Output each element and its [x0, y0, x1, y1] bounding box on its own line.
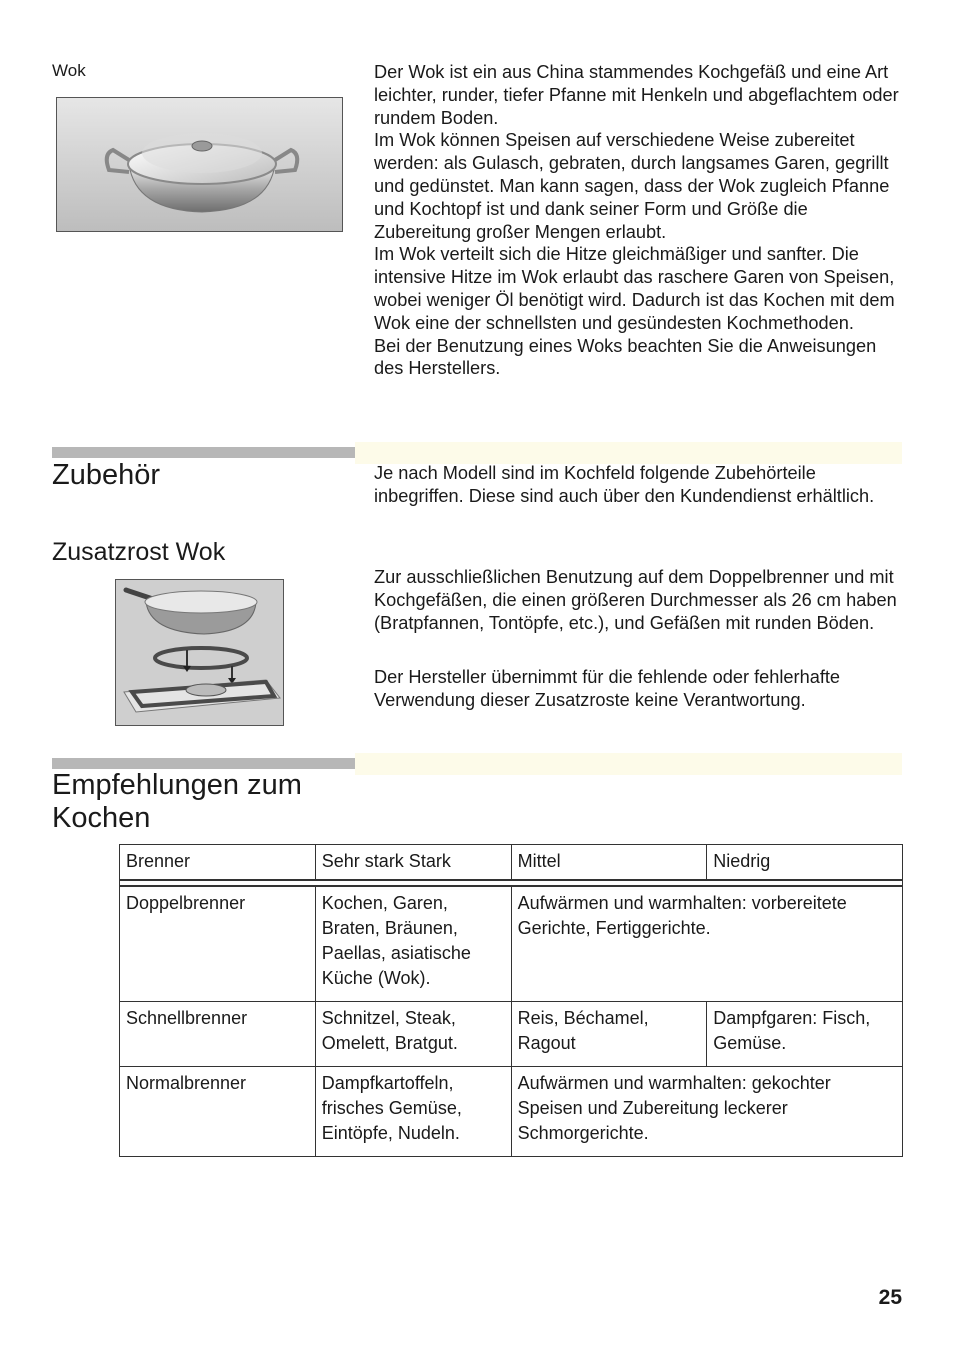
table-header-cell: Niedrig: [707, 845, 903, 881]
wok-caption: Wok: [52, 61, 86, 80]
wok-illustration: [57, 98, 342, 231]
wok-paragraph: Im Wok verteilt sich die Hitze gleichmäßiger und sanfter. Die intensive Hitze im Wok erlaubt das raschere Garen von Speisen, wobei weniger Öl benötigt wird. Dadurch ist das Kochen mit dem Wok eine der schnellsten und gesündesten Kochmethoden.: [374, 244, 895, 333]
table-row: [120, 886, 903, 1002]
table-cell-brenner: Schnellbrenner: [120, 1002, 316, 1067]
wok-grate-illustration: [116, 580, 283, 725]
table-header-cell: Brenner: [120, 845, 316, 881]
zusatzrost-image: [115, 579, 284, 726]
wok-paragraph: Im Wok können Speisen auf verschiedene Weise zubereitet werden: als Gulasch, gebraten, durch langsames Garen, gegrillt und gedünstet. Man kann sagen, dass der Wok zugleich Pfanne und Kochtopf ist und dank seiner Form und Größe die Zubereitung großer Mengen erlaubt.: [374, 130, 890, 242]
table-cell-brenner: Normalbrenner: [120, 1067, 316, 1157]
section-bar: [52, 758, 355, 769]
table-cell-mittel: Reis, Béchamel, Ragout: [511, 1002, 707, 1067]
table-header-cell: Mittel: [511, 845, 707, 881]
table-row: [120, 1002, 903, 1067]
section-bar-highlight: [355, 442, 902, 464]
table-cell-stark: Schnitzel, Steak, Omelett, Bratgut.: [315, 1002, 511, 1067]
subheading-zusatzrost-wok: Zusatzrost Wok: [52, 538, 226, 566]
cooking-recommendations-table: [119, 844, 903, 1157]
wok-description: [374, 61, 904, 380]
table-row: [120, 1067, 903, 1157]
section-heading-empfehlungen: Empfehlungen zum Kochen: [52, 769, 302, 834]
zusatzrost-disclaimer: Der Hersteller übernimmt für die fehlende oder fehlerhafte Verwendung dieser Zusatzroste keine Verantwortung.: [374, 667, 841, 710]
table-cell-mittel-niedrig: Aufwärmen und warmhalten: gekochter Speisen und Zubereitung leckerer Schmorgerichte.: [511, 1067, 902, 1157]
table-cell-stark: Kochen, Garen, Braten, Bräunen, Paellas, asiatische Küche (Wok).: [315, 886, 511, 1002]
table-header-row: [120, 845, 903, 881]
table-header-cell: Sehr stark Stark: [315, 845, 511, 881]
zusatzrost-description: Zur ausschließlichen Benutzung auf dem Doppelbrenner und mit Kochgefäßen, die einen größeren Durchmesser als 26 cm haben (Bratpfannen, Tontöpfe, etc.), und Gefäßen mit runden Böden.: [374, 567, 897, 633]
wok-paragraph: Bei der Benutzung eines Woks beachten Sie die Anweisungen des Herstellers.: [374, 335, 877, 379]
page-number: 25: [878, 1286, 902, 1309]
section-bar: [52, 447, 355, 458]
table-cell-stark: Dampfkartoffeln, frisches Gemüse, Eintöpfe, Nudeln.: [315, 1067, 511, 1157]
table-cell-mittel-niedrig: Aufwärmen und warmhalten: vorbereitete Gerichte, Fertiggerichte.: [511, 886, 902, 1002]
zubehoer-intro: Je nach Modell sind im Kochfeld folgende Zubehörteile inbegriffen. Diese sind auch über den Kundendienst erhältlich.: [374, 463, 875, 506]
table-cell-niedrig: Dampfgaren: Fisch, Gemüse.: [707, 1002, 903, 1067]
wok-paragraph: Der Wok ist ein aus China stammendes Kochgefäß und eine Art leichter, runder, tiefer Pfanne mit Henkeln und abgeflachtem oder rundem Boden.: [374, 62, 899, 128]
table-cell-brenner: Doppelbrenner: [120, 886, 316, 1002]
wok-image: [56, 97, 343, 232]
section-bar-highlight: [355, 753, 902, 775]
section-heading-zubehoer: Zubehör: [52, 459, 161, 491]
